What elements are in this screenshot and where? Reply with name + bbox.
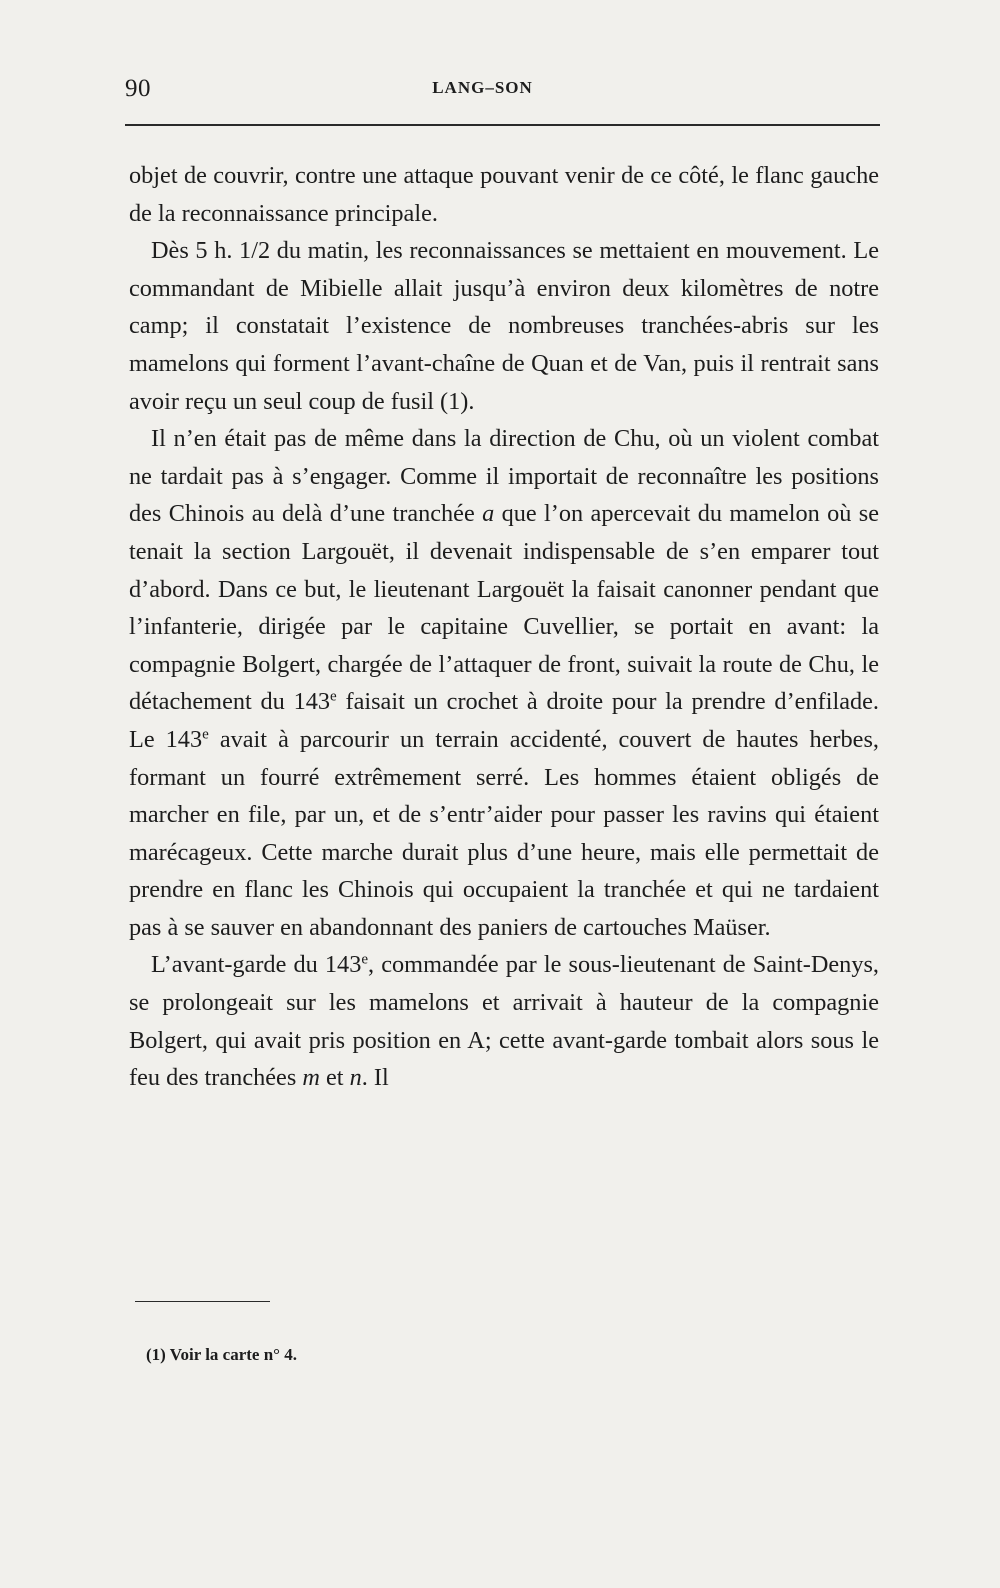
- ordinal-superscript: e: [202, 726, 209, 743]
- paragraph-1: [129, 157, 879, 232]
- trench-label-a: a: [482, 500, 495, 528]
- text-run: L’avant-garde du 143: [151, 951, 362, 979]
- text-run: faisait un crochet à droite pour la prendre d’enfilade. Le 143: [129, 688, 879, 753]
- footnote: (1) Voir la carte n° 4.: [146, 1345, 297, 1364]
- text-run: Dès 5 h. 1/2 du matin, les reconnaissances se mettaient en mouvement. Le commandant de Mibielle allait jusqu’à environ deux kilomètres de notre camp; il constatait l’existence de nombreuses tranchées-abris sur les mamelons qui forment l’avant-chaîne de Quan et de Van, puis il rentrait sans avoir reçu un seul coup de fusil (1).: [129, 237, 879, 415]
- paragraph-4: [129, 946, 879, 1096]
- text-run: et: [319, 1064, 350, 1092]
- paragraph-3: [129, 420, 879, 946]
- footnote-rule: [135, 1301, 270, 1302]
- body-text: [129, 157, 879, 1097]
- trench-label-n: n: [349, 1064, 362, 1092]
- text-run: que l’on apercevait du mamelon où se tenait la section Largouët, il devenait indispensable de s’en emparer tout d’abord. Dans ce but, le lieutenant Largouët la faisait canonner pendant que l’infanterie, dirigée par le capitaine Cuvellier, se portait en avant: la compagnie Bolgert, chargée de l’attaquer de front, suivait la route de Chu, le détachement du 143: [129, 500, 880, 716]
- running-title: LANG–SON: [432, 78, 533, 97]
- trench-label-m: m: [302, 1064, 320, 1092]
- text-run: , commandée par le sous-lieutenant de Saint-Denys, se prolongeait sur les mamelons et arrivait à hauteur de la compagnie Bolgert, qui avait pris position en A; cette avant-garde tombait alors sous le feu des tranchées: [129, 951, 879, 1092]
- text-run: objet de couvrir, contre une attaque pouvant venir de ce côté, le flanc gauche de la reconnaissance principale.: [129, 162, 879, 227]
- ordinal-superscript: e: [361, 952, 369, 969]
- ordinal-superscript: e: [330, 689, 337, 706]
- text-run: Il n’en était pas de même dans la direction de Chu, où un violent combat ne tardait pas à s’engager. Comme il importait de reconnaître les positions des Chinois au delà d’une tranchée: [129, 425, 879, 528]
- header-rule: [125, 124, 880, 126]
- text-run: avait à parcourir un terrain accidenté, couvert de hautes herbes, formant un fourré extrêmement serré. Les hommes étaient obligés de marcher en file, par un, et de s’entr’aider pour passer les ravins qui étaient marécageux. Cette marche durait plus d’une heure, mais elle permettait de prendre en flanc les Chinois qui occupaient la tranchée et qui ne tardaient pas à se sauver en abandonnant des paniers de cartouches Maüser.: [129, 725, 879, 941]
- page-number: 90: [125, 75, 151, 102]
- page-header: [125, 74, 880, 108]
- text-run: . Il: [361, 1064, 389, 1092]
- paragraph-2: [129, 232, 879, 420]
